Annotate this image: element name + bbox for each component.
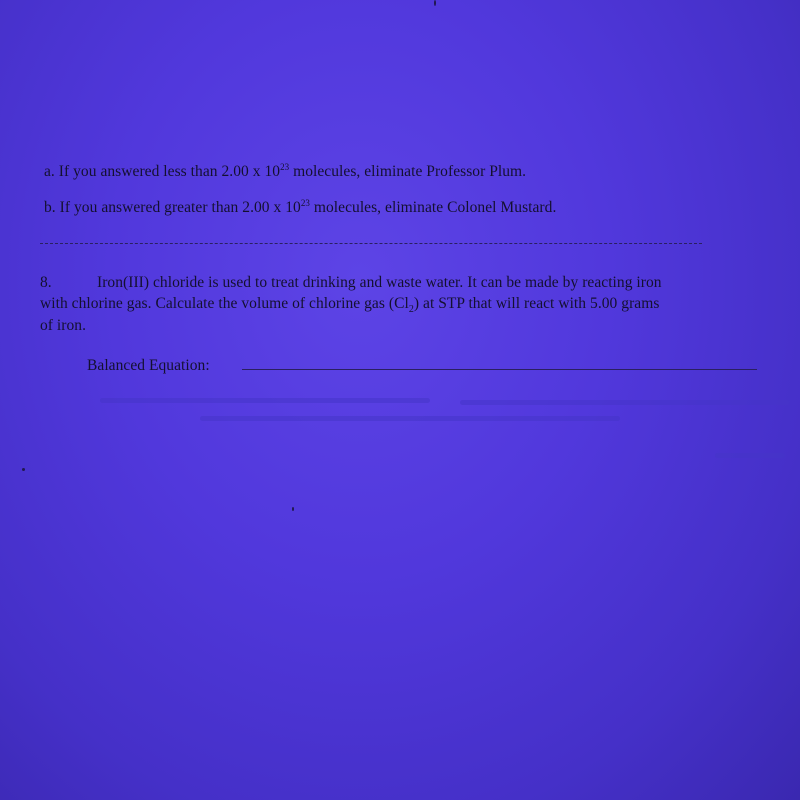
question-8-line-3: of iron. [40, 317, 87, 334]
bleed-through-mark [100, 398, 430, 403]
balanced-equation-label: Balanced Equation: [87, 357, 210, 374]
dashed-divider [40, 243, 702, 244]
paper-speck [434, 0, 436, 6]
item-a [44, 163, 526, 181]
item-b-suffix: molecules, eliminate Colonel Mustard. [309, 199, 557, 216]
item-a-exponent: 23 [280, 161, 290, 172]
balanced-equation-answer-line[interactable] [242, 369, 757, 370]
question-8-number: 8. [40, 274, 52, 291]
question-8-line-2 [40, 295, 660, 316]
bleed-through-mark [200, 416, 620, 421]
item-a-prefix: a. If you answered less than 2.00 x 10 [44, 163, 281, 180]
question-8-line-2-post: ) at STP that will react with 5.00 grams [413, 295, 660, 312]
paper-speck [22, 468, 25, 471]
item-b-exponent: 23 [300, 197, 310, 208]
question-8-line-1: Iron(III) chloride is used to treat drinking and waste water. It can be made by reacting iron [97, 274, 662, 291]
item-b [44, 199, 556, 217]
bleed-through-mark [715, 453, 785, 458]
paper-speck [292, 507, 294, 511]
question-8-line-2-pre: with chlorine gas. Calculate the volume of chlorine gas (Cl [40, 295, 409, 312]
bleed-through-mark [460, 400, 790, 405]
item-b-prefix: b. If you answered greater than 2.00 x 10 [44, 199, 301, 216]
item-a-suffix: molecules, eliminate Professor Plum. [289, 163, 527, 180]
chlorine-subscript: 2 [408, 304, 414, 316]
